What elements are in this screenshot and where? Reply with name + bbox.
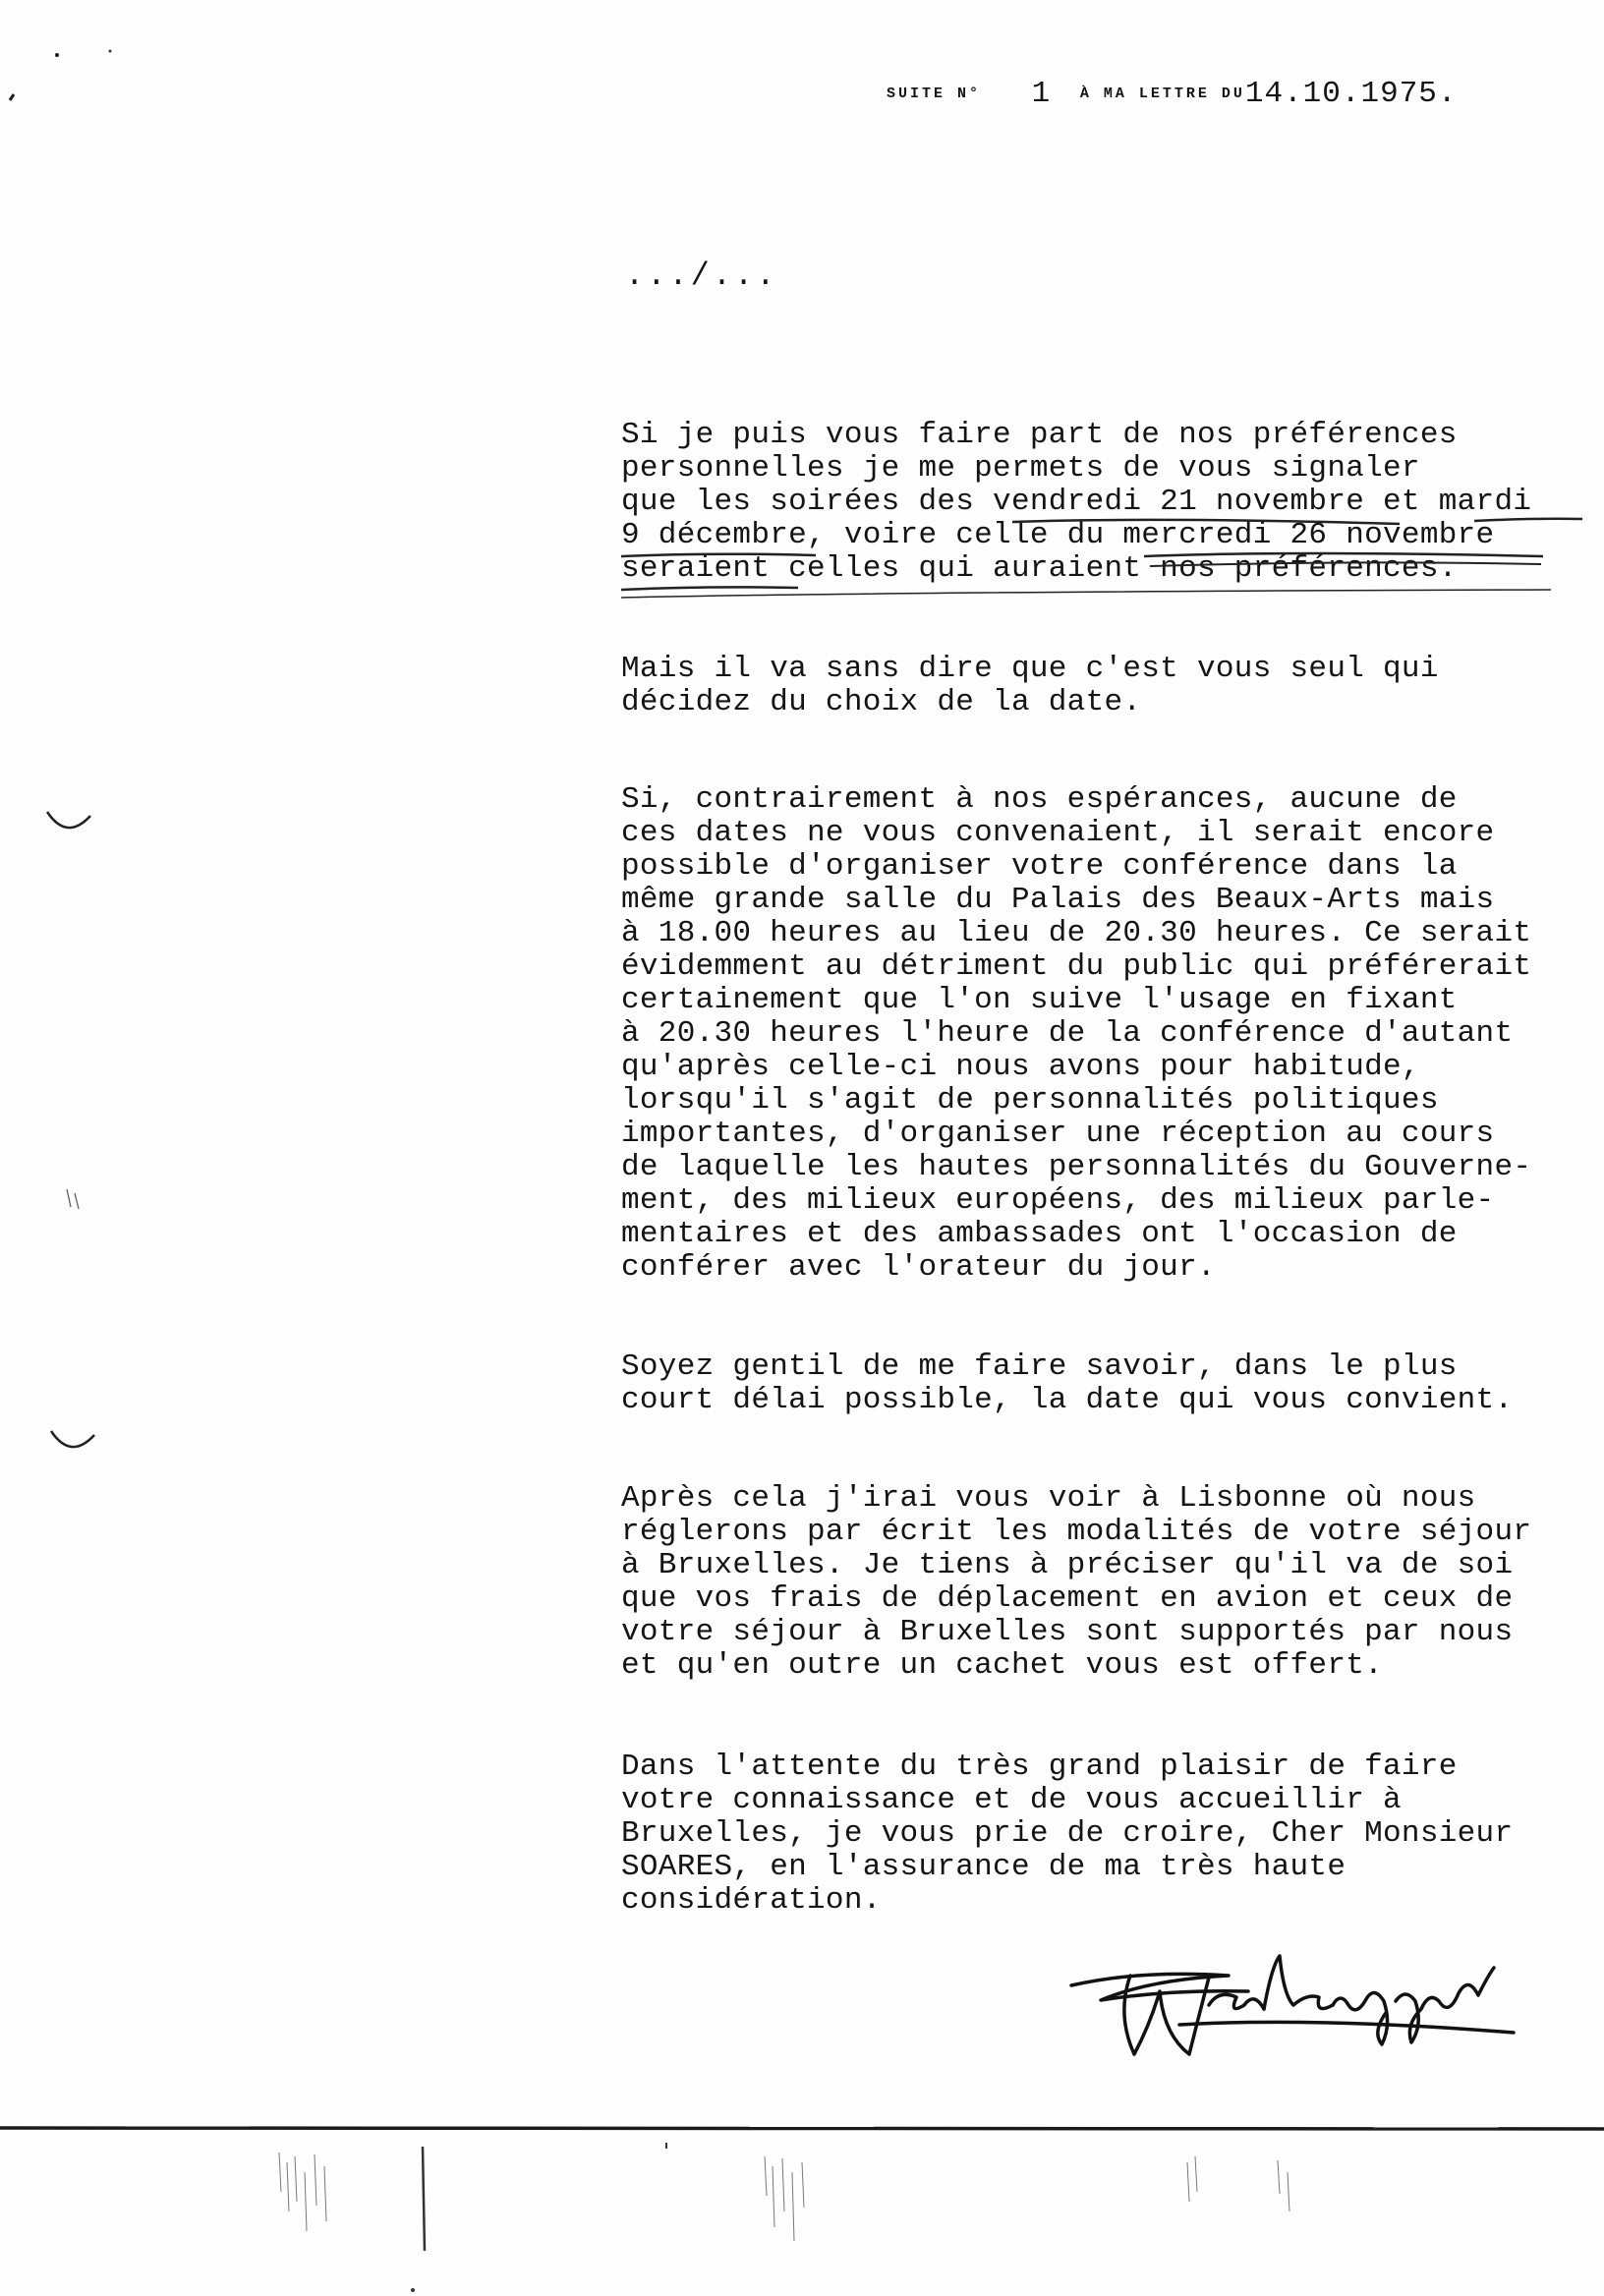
paragraph-choice: Mais il va sans dire que c'est vous seul qui décidez du choix de la date. [621, 652, 1439, 719]
signature [1061, 1907, 1553, 2074]
paragraph-visit: Après cela j'irai vous voir à Lisbonne où nous réglerons par écrit les modalités de votre séjour à Bruxelles. Je tiens à préciser qu'il va de soi que vos frais de déplacement en avion et ceux de votre séjour à Bruxelles sont supportés par nous et qu'en outre un cachet vous est offert. [621, 1481, 1532, 1683]
paragraph-closing: Dans l'attente du très grand plaisir de faire votre connaissance et de vous accueillir à Bruxelles, je vous prie de croire, Cher Monsieur SOARES, en l'assurance de ma très haute considération. [621, 1750, 1514, 1918]
paragraph-alternative: Si, contrairement à nos espérances, aucune de ces dates ne vous convenaient, il serait encore possible d'organiser votre conférence dans la même grande salle du Palais des Beaux-Arts mais à 18.00 heures au lieu de 20.30 heures. Ce serait évidemment au détriment du public qui préférerait certainement que l'on suive l'usage en fixant à 20.30 heures l'heure de la conférence d'autant qu'après celle-ci nous avons pour habitude, lorsqu'il s'agit de personnalités politiques importantes, d'organiser une réception au cours de laquelle les hautes personnalités du Gouverne- ment, des milieux européens, des milieux parle- mentaires et des ambassades ont l'occasion de conférer avec l'orateur du jour. [621, 782, 1532, 1285]
header-prefix: SUITE N° [887, 86, 982, 102]
continuation-mark: .../... [625, 258, 778, 294]
header-middle: À MA LETTRE DU [1079, 86, 1245, 102]
paragraph-request: Soyez gentil de me faire savoir, dans le plus court délai possible, la date qui vous convient. [621, 1349, 1514, 1417]
scan-artifacts [0, 2133, 1604, 2296]
header-date: 14.10.1975. [1244, 77, 1458, 111]
header-number: 1 [1031, 77, 1052, 111]
paragraph-preferences: Si je puis vous faire part de nos préférences personnelles je me permets de vous signaler que les soirées des vendredi 21 novembre et mardi 9 décembre, voire celle du mercredi 26 novembre seraient celles qui auraient nos préférences. [621, 418, 1532, 586]
handwritten-underlines [0, 0, 1604, 688]
bottom-rule [0, 2123, 1604, 2133]
